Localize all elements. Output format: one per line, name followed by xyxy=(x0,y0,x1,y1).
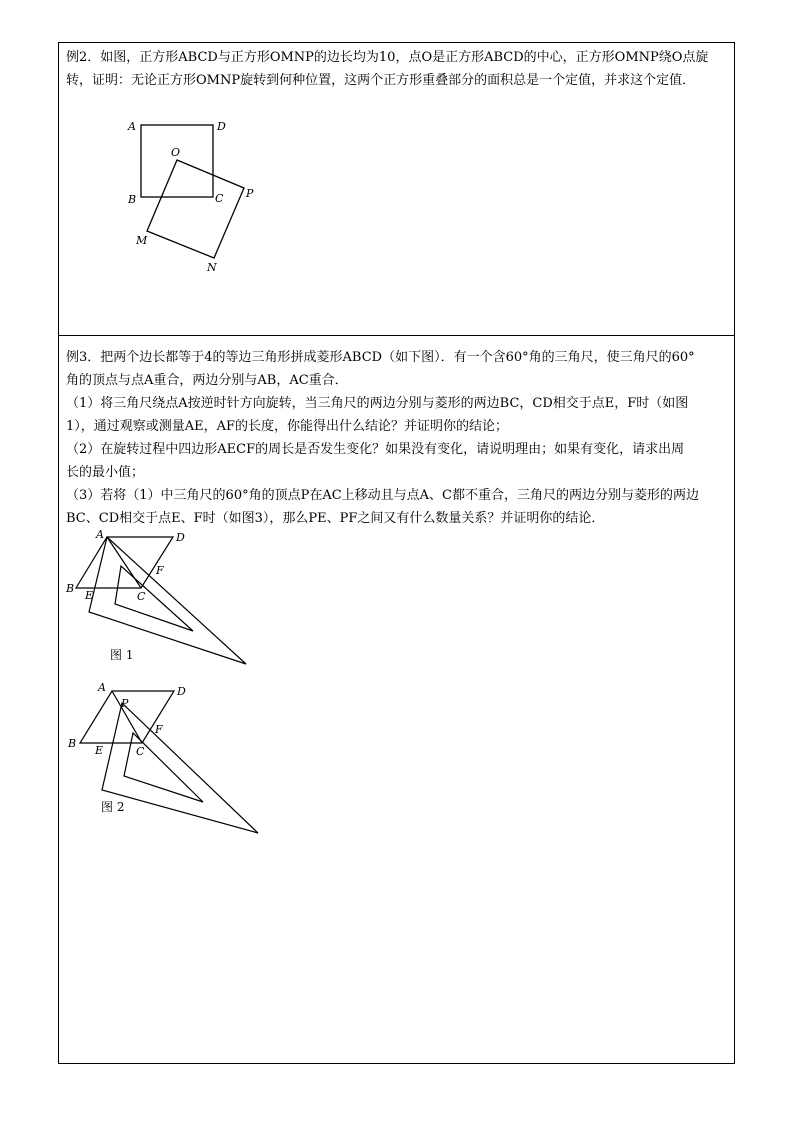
fig2-label-C: C xyxy=(136,745,145,758)
set-square-inner xyxy=(115,566,193,631)
label-B: B xyxy=(128,193,137,206)
section-divider xyxy=(58,335,735,336)
fig2-label-B: B xyxy=(68,737,77,750)
example3-line-7: （3）若将（1）中三角尺的60°角的顶点P在AC上移动且与点A、C都不重合，三角尺的两边分别与菱形的两边 xyxy=(66,488,700,503)
example3-line-3: （1）将三角尺绕点A按逆时针方向旋转，当三角尺的两边分别与菱形的两边BC，CD相交于点E，F时（如图 xyxy=(66,396,689,411)
fig1-caption: 图 1 xyxy=(110,648,134,662)
example2-line-1: 例2．如图，正方形ABCD与正方形OMNP的边长均为10，点O是正方形ABCD的中心，正方形OMNP绕O点旋 xyxy=(66,50,709,65)
example3-line-1: 例3．把两个边长都等于4的等边三角形拼成菱形ABCD（如下图）．有一个含60°角的三角尺，使三角尺的60° xyxy=(66,350,695,365)
example3-line-5: （2）在旋转过程中四边形AECF的周长是否发生变化？如果没有变化，请说明理由；如果有变化，请求出周 xyxy=(66,442,685,457)
label-D: D xyxy=(217,120,226,133)
fig2-label-D: D xyxy=(177,685,186,698)
label-O: O xyxy=(171,146,181,159)
fig2-label-F: F xyxy=(155,723,163,736)
example2-figure xyxy=(120,112,270,277)
label-M: M xyxy=(136,234,148,247)
fig1-label-A: A xyxy=(96,528,104,541)
square-omnp xyxy=(147,160,244,258)
fig1-label-D: D xyxy=(176,531,185,544)
fig2-label-P: P xyxy=(121,697,129,710)
figure-1 xyxy=(62,526,254,668)
example3-line-2: 角的顶点与点A重合，两边分别与AB，AC重合． xyxy=(66,373,348,388)
fig2-label-E: E xyxy=(95,744,104,757)
fig2-label-A: A xyxy=(98,681,106,694)
example3-line-4: 1），通过观察或测量AE，AF的长度，你能得出什么结论？并证明你的结论； xyxy=(66,419,509,434)
label-P: P xyxy=(246,187,254,200)
fig1-label-C: C xyxy=(137,590,146,603)
set-square-outer xyxy=(89,537,246,664)
fig2-caption: 图 2 xyxy=(101,800,125,814)
fig1-label-F: F xyxy=(156,564,164,577)
diagonal-ac xyxy=(107,537,141,588)
fig1-label-B: B xyxy=(66,582,75,595)
label-A: A xyxy=(128,120,136,133)
example3-text xyxy=(66,346,728,530)
example3-line-8: BC、CD相交于点E、F时（如图3），那么PE、PF之间又有什么数量关系？并证明你的结论． xyxy=(66,511,605,526)
example3-line-6: 长的最小值； xyxy=(66,465,145,480)
label-C: C xyxy=(215,192,224,205)
fig1-label-E: E xyxy=(85,589,94,602)
label-N: N xyxy=(207,261,217,274)
figure-2 xyxy=(62,680,262,838)
example2-line-2: 转，证明：无论正方形OMNP旋转到何种位置，这两个正方形重叠部分的面积总是一个定值，并求这个定值． xyxy=(66,73,696,88)
example2-text xyxy=(66,46,728,92)
